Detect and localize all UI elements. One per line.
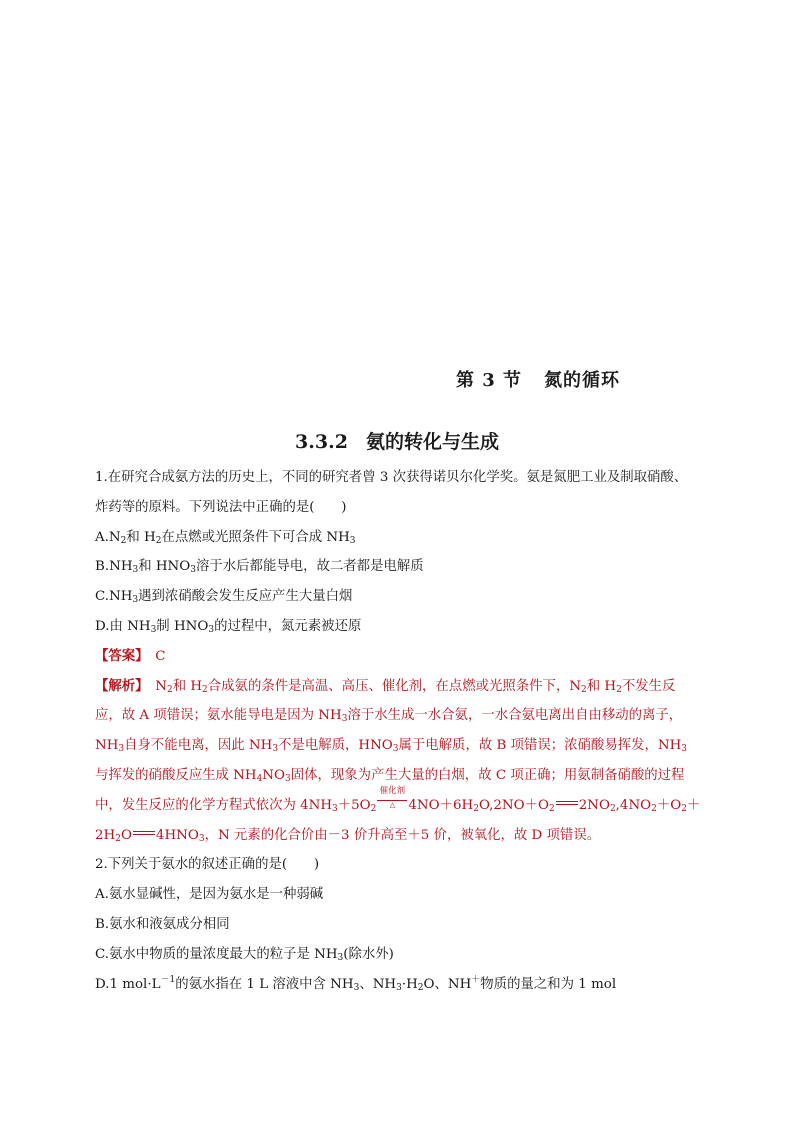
q1-option-a: $A.N_2$和 $H_2$在点燃或光照条件下可合成 $NH_3$ (95, 529, 356, 546)
catalyst-condition-arrow: 催化剂 △ (377, 795, 407, 809)
q1-option-d: D.由 $NH_3$制 $HNO_3$的过程中，氮元素被还原 (95, 618, 362, 635)
lesson-name: 氨的转化与生成 (365, 431, 499, 453)
section-number: 第 3 节 (456, 370, 523, 391)
lesson-number: 3.3.2 (295, 431, 348, 453)
q1-answer (95, 642, 705, 672)
q1-analysis-line2: 应，故 A 项错误；氨水能导电是因为 $NH_3$溶于水生成一水合氨，一水合氨电离出自由移动的离子， (95, 708, 683, 725)
q1-analysis-line3: $NH_3$自身不能电离，因此 $NH_3$不是电解质，$HNO_3$属于电解质，故 B 项错误；浓硝酸易挥发，$NH_3$ (95, 738, 688, 755)
analysis-tag: 【解析】 (95, 677, 142, 694)
section-title (456, 366, 620, 392)
q1-stem-line1: 1.在研究合成氨方法的历史上，不同的研究者曾 3 次获得诺贝尔化学奖。氨是氮肥工业及制取硝酸、 (95, 470, 688, 485)
answer-value: C (155, 648, 166, 664)
q2-option-c: C.氨水中物质的量浓度最大的粒子是 $NH_3$(除水外) (95, 946, 394, 963)
q1-option-c: $C.NH_3$遇到浓硝酸会发生反应产生大量白烟 (95, 589, 353, 606)
q1-analysis-line4: 与挥发的硝酸反应生成 $NH_4NO_3$固体，现象为产生大量的白烟，故 C 项正确；用氨制备硝酸的过程 (95, 767, 685, 784)
equals-sign (556, 801, 578, 805)
q2-option-a: A.氨水显碱性，是因为氨水是一种弱碱 (95, 887, 324, 903)
q1-stem-line2: 炸药等的原料。下列说法中正确的是( ) (95, 499, 347, 515)
q2-option-b: B.氨水和液氨成分相同 (95, 916, 230, 932)
q1-analysis-line5: 中，发生反应的化学方程式依次为 $4NH_3+5O_2$ 催化剂 △ $4NO+6H_2O,2NO+O_2$ $2NO_2,4NO_2+O_2+$ (95, 785, 701, 814)
q2-option-d: D.1 $mol\cdot L^{-1}$的氨水指在 1 L 溶液中含 $NH_3$、$NH_3\cdot H_2O$、NH＋物质的量之和为 1 mol (95, 974, 617, 993)
answer-tag: 【答案】 (95, 647, 142, 664)
equals-sign (133, 831, 155, 835)
q1-analysis-line1: 【解析】 $N_2$和 $H_2$合成氨的条件是高温、高压、催化剂，在点燃或光照条件下，$N_2$和 $H_2$不发生反 (95, 677, 676, 695)
content (95, 463, 705, 999)
lesson-title (0, 427, 794, 454)
q1-analysis-line6: $2H_2O$ $4HNO_3$，N 元素的化合价由－3 价升高至＋5 价，被氧化，故 D 项错误。 (95, 827, 601, 844)
section-name: 氮的循环 (544, 370, 621, 391)
q1-option-b: $B.NH_3$和 $HNO_3$溶于水后都能导电，故二者都是电解质 (95, 559, 424, 576)
q2-stem: 2.下列关于氨水的叙述正确的是( ) (95, 857, 320, 873)
